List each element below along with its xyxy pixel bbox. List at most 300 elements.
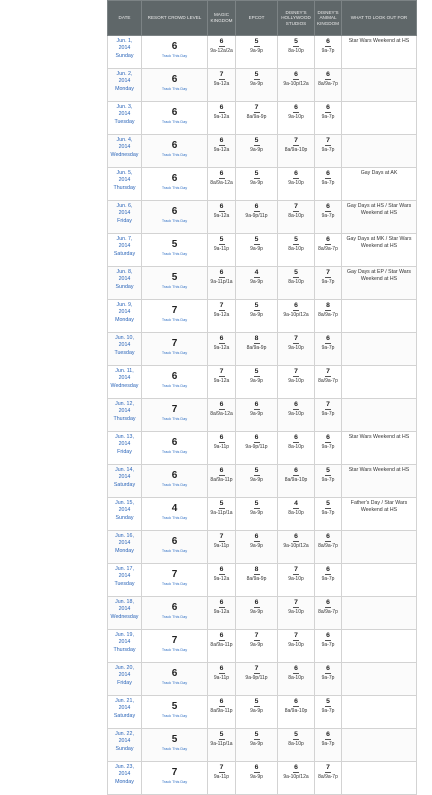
date-cell[interactable] [108, 564, 142, 597]
date-cell[interactable] [108, 432, 142, 465]
crowd-level-value: 6 [171, 173, 178, 184]
date-cell[interactable] [108, 762, 142, 795]
date-year[interactable]: 2014 [118, 210, 131, 217]
track-this-day-link[interactable]: Track This Day [161, 780, 188, 784]
date-cell[interactable] [108, 333, 142, 366]
hollywood-studios-cell [278, 597, 315, 630]
hollywood-studios-hours: 8a-10p [288, 213, 304, 219]
track-this-day-link[interactable]: Track This Day [161, 582, 188, 586]
date-cell[interactable] [108, 729, 142, 762]
date-link[interactable]: Jun. 4, [116, 137, 133, 143]
magic-kingdom-level: 7 [219, 302, 224, 309]
level-divider [254, 706, 260, 707]
epcot-level: 5 [254, 137, 259, 144]
date-link[interactable]: Jun. 22, [115, 731, 134, 737]
level-divider [293, 277, 299, 278]
epcot-hours: 9a-9p [250, 180, 263, 186]
level-divider [325, 772, 331, 773]
level-divider [254, 79, 260, 80]
date-weekday[interactable]: Saturday [113, 250, 136, 257]
date-cell[interactable] [108, 168, 142, 201]
crowd-level-cell [142, 69, 208, 102]
magic-kingdom-level: 6 [219, 401, 224, 408]
animal-kingdom-level: 6 [326, 236, 330, 243]
animal-kingdom-level: 7 [326, 401, 330, 408]
hollywood-studios-level: 5 [294, 38, 298, 45]
magic-kingdom-level: 5 [219, 731, 224, 738]
animal-kingdom-level: 7 [326, 137, 330, 144]
level-divider [325, 277, 331, 278]
date-weekday[interactable]: Wednesday [110, 613, 139, 620]
date-cell[interactable] [108, 399, 142, 432]
magic-kingdom-cell [208, 36, 236, 69]
crowd-level-cell [142, 663, 208, 696]
level-divider [254, 475, 260, 476]
animal-kingdom-level: 6 [326, 434, 330, 441]
date-weekday[interactable]: Friday [117, 448, 132, 455]
hollywood-studios-cell [278, 432, 315, 465]
track-this-day-link[interactable]: Track This Day [161, 714, 188, 718]
date-cell[interactable] [108, 102, 142, 135]
date-weekday[interactable]: Saturday [113, 481, 136, 488]
level-divider [254, 442, 260, 443]
date-year[interactable]: 2014 [118, 474, 131, 481]
animal-kingdom-cell [315, 300, 342, 333]
date-weekday[interactable]: Wednesday [110, 151, 139, 158]
date-year[interactable]: 2014 [118, 309, 131, 316]
crowd-level-cell [142, 432, 208, 465]
date-cell[interactable] [108, 300, 142, 333]
magic-kingdom-hours: 9a-12a [213, 213, 230, 219]
epcot-hours: 8a/9a-9p [246, 345, 267, 351]
hollywood-studios-level: 6 [294, 698, 298, 705]
crowd-level-cell [142, 102, 208, 135]
date-link[interactable]: Jun. 17, [115, 566, 134, 572]
magic-kingdom-cell [208, 696, 236, 729]
track-this-day-link[interactable]: Track This Day [161, 252, 188, 256]
animal-kingdom-hours: 9a-7p [321, 213, 335, 219]
crowd-level-value: 7 [171, 569, 178, 580]
date-link[interactable]: Jun. 11, [115, 368, 134, 374]
date-year[interactable]: 2014 [118, 144, 131, 151]
epcot-hours: 9a-9p/11p [245, 675, 268, 681]
animal-kingdom-cell [315, 531, 342, 564]
level-divider [293, 706, 299, 707]
track-this-day-link[interactable]: Track This Day [161, 318, 188, 322]
table-row [108, 696, 417, 729]
epcot-hours: 9a-9p [250, 279, 263, 285]
look-out-for-cell [342, 36, 417, 69]
hollywood-studios-cell [278, 762, 315, 795]
look-out-for-text: Star Wars Weekend at HS [348, 38, 410, 44]
date-year[interactable]: 2014 [118, 606, 131, 613]
date-weekday[interactable]: Friday [117, 217, 132, 224]
animal-kingdom-level: 6 [326, 731, 330, 738]
date-weekday[interactable]: Monday [115, 85, 134, 92]
level-divider [325, 508, 331, 509]
date-weekday[interactable]: Monday [115, 547, 134, 554]
date-link[interactable]: Jun. 12, [115, 401, 134, 407]
animal-kingdom-level: 6 [326, 599, 330, 606]
look-out-for-cell [342, 102, 417, 135]
magic-kingdom-cell [208, 135, 236, 168]
date-year[interactable]: 2014 [118, 771, 131, 778]
level-divider [293, 79, 299, 80]
track-this-day-link[interactable]: Track This Day [161, 483, 188, 487]
date-year[interactable]: 2014 [118, 705, 131, 712]
epcot-level: 5 [254, 236, 259, 243]
epcot-hours: 9a-9p [250, 477, 263, 483]
hollywood-studios-cell [278, 36, 315, 69]
epcot-hours: 9a-9p [250, 147, 263, 153]
date-link[interactable]: Jun. 1, [116, 38, 133, 44]
date-weekday[interactable]: Sunday [115, 283, 134, 290]
date-link[interactable]: Jun. 15, [115, 500, 134, 506]
hollywood-studios-hours: 9a-10p/12a [283, 81, 309, 87]
date-year[interactable]: 2014 [118, 78, 131, 85]
date-link[interactable]: Jun. 23, [115, 764, 134, 770]
date-year[interactable]: 2014 [118, 540, 131, 547]
level-divider [219, 178, 225, 179]
date-link[interactable]: Jun. 13, [115, 434, 134, 440]
magic-kingdom-hours: 8a/9a-11p [210, 708, 233, 714]
date-link[interactable]: Jun. 10, [115, 335, 134, 341]
crowd-level-cell [142, 267, 208, 300]
epcot-cell [236, 168, 278, 201]
crowd-level-value: 7 [171, 767, 178, 778]
level-divider [254, 244, 260, 245]
hollywood-studios-level: 7 [294, 203, 298, 210]
track-this-day-link[interactable]: Track This Day [161, 87, 188, 91]
date-weekday[interactable]: Tuesday [114, 118, 135, 125]
hollywood-studios-level: 6 [294, 467, 298, 474]
crowd-level-value: 6 [171, 536, 178, 547]
date-weekday[interactable]: Monday [115, 778, 134, 785]
magic-kingdom-cell [208, 597, 236, 630]
table-row [108, 762, 417, 795]
date-year[interactable]: 2014 [118, 672, 131, 679]
crowd-calendar [107, 0, 416, 795]
epcot-cell [236, 234, 278, 267]
date-cell[interactable] [108, 696, 142, 729]
date-year[interactable]: 2014 [118, 507, 131, 514]
date-link[interactable]: Jun. 9, [116, 302, 133, 308]
track-this-day-link[interactable]: Track This Day [161, 153, 188, 157]
date-year[interactable]: 2014 [118, 738, 131, 745]
look-out-for-cell [342, 399, 417, 432]
magic-kingdom-hours: 9a-11p [213, 774, 230, 780]
animal-kingdom-hours: 9a-7p [321, 642, 335, 648]
date-link[interactable]: Jun. 18, [115, 599, 134, 605]
track-this-day-link[interactable]: Track This Day [161, 219, 188, 223]
level-divider [254, 739, 260, 740]
date-cell[interactable] [108, 234, 142, 267]
hollywood-studios-hours: 8a/9a-10p [284, 477, 308, 483]
magic-kingdom-cell [208, 201, 236, 234]
animal-kingdom-level: 6 [326, 104, 330, 111]
header-epcot: EPCOT [236, 1, 278, 36]
date-cell[interactable] [108, 597, 142, 630]
table-header-row [108, 1, 417, 36]
magic-kingdom-hours: 9a-12a [213, 576, 230, 582]
magic-kingdom-level: 6 [219, 104, 224, 111]
level-divider [219, 46, 225, 47]
track-this-day-link[interactable]: Track This Day [161, 648, 188, 652]
animal-kingdom-cell [315, 663, 342, 696]
track-this-day-link[interactable]: Track This Day [161, 417, 188, 421]
track-this-day-link[interactable]: Track This Day [161, 615, 188, 619]
hollywood-studios-cell [278, 696, 315, 729]
animal-kingdom-level: 7 [326, 368, 330, 375]
date-link[interactable]: Jun. 8, [116, 269, 133, 275]
date-year[interactable]: 2014 [118, 177, 131, 184]
animal-kingdom-level: 6 [326, 170, 330, 177]
date-weekday[interactable]: Sunday [115, 745, 134, 752]
level-divider [219, 475, 225, 476]
date-link[interactable]: Jun. 7, [116, 236, 133, 242]
date-weekday[interactable]: Tuesday [114, 580, 135, 587]
date-cell[interactable] [108, 465, 142, 498]
date-year[interactable]: 2014 [118, 45, 131, 52]
hollywood-studios-hours: 9a-10p [288, 114, 304, 120]
track-this-day-link[interactable]: Track This Day [161, 285, 188, 289]
hollywood-studios-level: 6 [294, 170, 298, 177]
date-year[interactable]: 2014 [118, 342, 131, 349]
date-link[interactable]: Jun. 3, [116, 104, 133, 110]
crowd-level-cell [142, 465, 208, 498]
level-divider [219, 607, 225, 608]
date-year[interactable]: 2014 [118, 441, 131, 448]
level-divider [293, 574, 299, 575]
level-divider [219, 79, 225, 80]
animal-kingdom-hours: 8a/9a-7p [318, 246, 338, 252]
animal-kingdom-level: 5 [326, 467, 330, 474]
animal-kingdom-hours: 9a-7p [321, 147, 335, 153]
epcot-hours: 9a-9p [250, 774, 263, 780]
animal-kingdom-hours: 9a-7p [321, 345, 335, 351]
magic-kingdom-cell [208, 432, 236, 465]
level-divider [325, 739, 331, 740]
track-this-day-link[interactable]: Track This Day [161, 450, 188, 454]
hollywood-studios-cell [278, 663, 315, 696]
hollywood-studios-hours: 8a-10p [288, 444, 304, 450]
date-weekday[interactable]: Thursday [113, 184, 136, 191]
hollywood-studios-cell [278, 531, 315, 564]
epcot-cell [236, 366, 278, 399]
animal-kingdom-level: 6 [326, 566, 330, 573]
animal-kingdom-cell [315, 564, 342, 597]
magic-kingdom-hours: 8a/9a-11p [210, 642, 233, 648]
level-divider [254, 112, 260, 113]
level-divider [219, 706, 225, 707]
level-divider [293, 46, 299, 47]
date-cell[interactable] [108, 498, 142, 531]
hollywood-studios-cell [278, 498, 315, 531]
crowd-level-value: 7 [171, 404, 178, 415]
magic-kingdom-hours: 9a-12a [213, 345, 230, 351]
date-link[interactable]: Jun. 20, [115, 665, 134, 671]
magic-kingdom-cell [208, 333, 236, 366]
track-this-day-link[interactable]: Track This Day [161, 549, 188, 553]
level-divider [254, 673, 260, 674]
hollywood-studios-hours: 9a-10p/12a [283, 543, 309, 549]
level-divider [293, 607, 299, 608]
animal-kingdom-cell [315, 762, 342, 795]
date-link[interactable]: Jun. 21, [115, 698, 134, 704]
level-divider [254, 310, 260, 311]
crowd-level-value: 6 [171, 41, 178, 52]
magic-kingdom-level: 6 [219, 632, 224, 639]
crowd-level-cell [142, 762, 208, 795]
hollywood-studios-cell [278, 300, 315, 333]
epcot-level: 5 [254, 500, 259, 507]
crowd-level-cell [142, 234, 208, 267]
epcot-cell [236, 432, 278, 465]
level-divider [219, 541, 225, 542]
level-divider [293, 541, 299, 542]
track-this-day-link[interactable]: Track This Day [161, 747, 188, 751]
level-divider [293, 376, 299, 377]
magic-kingdom-level: 6 [219, 566, 224, 573]
hollywood-studios-level: 6 [294, 533, 298, 540]
date-weekday[interactable]: Thursday [113, 646, 136, 653]
hollywood-studios-level: 6 [294, 302, 298, 309]
header-magic-kingdom: MAGIC KINGDOM [208, 1, 236, 36]
hollywood-studios-level: 7 [294, 632, 298, 639]
date-link[interactable]: Jun. 16, [115, 533, 134, 539]
magic-kingdom-level: 6 [219, 467, 224, 474]
date-cell[interactable] [108, 36, 142, 69]
date-year[interactable]: 2014 [118, 408, 131, 415]
magic-kingdom-hours: 9a-12a [213, 81, 230, 87]
date-year[interactable]: 2014 [118, 573, 131, 580]
animal-kingdom-cell [315, 36, 342, 69]
table-row [108, 135, 417, 168]
hollywood-studios-level: 5 [294, 269, 298, 276]
date-weekday[interactable]: Sunday [115, 52, 134, 59]
level-divider [325, 541, 331, 542]
date-cell[interactable] [108, 69, 142, 102]
magic-kingdom-hours: 9a-11p [213, 444, 230, 450]
level-divider [293, 409, 299, 410]
date-weekday[interactable]: Tuesday [114, 349, 135, 356]
look-out-for-text: Gay Days at EP / Star Wars Weekend at HS [347, 269, 411, 283]
crowd-level-cell [142, 630, 208, 663]
hollywood-studios-cell [278, 267, 315, 300]
date-year[interactable]: 2014 [118, 243, 131, 250]
epcot-hours: 9a-9p [250, 378, 263, 384]
level-divider [325, 673, 331, 674]
date-link[interactable]: Jun. 6, [116, 203, 133, 209]
track-this-day-link[interactable]: Track This Day [161, 54, 188, 58]
crowd-level-cell [142, 135, 208, 168]
hollywood-studios-hours: 8a-10p [288, 246, 304, 252]
track-this-day-link[interactable]: Track This Day [161, 186, 188, 190]
date-cell[interactable] [108, 630, 142, 663]
date-weekday[interactable]: Saturday [113, 712, 136, 719]
level-divider [325, 244, 331, 245]
date-year[interactable]: 2014 [118, 375, 131, 382]
look-out-for-cell [342, 69, 417, 102]
table-row [108, 630, 417, 663]
hollywood-studios-hours: 8a-10p [288, 510, 304, 516]
level-divider [254, 409, 260, 410]
crowd-level-value: 5 [171, 734, 178, 745]
date-link[interactable]: Jun. 19, [115, 632, 134, 638]
track-this-day-link[interactable]: Track This Day [161, 516, 188, 520]
level-divider [219, 739, 225, 740]
date-weekday[interactable]: Thursday [113, 415, 136, 422]
hollywood-studios-hours: 9a-10p [288, 609, 304, 615]
level-divider [293, 640, 299, 641]
look-out-for-cell [342, 234, 417, 267]
date-year[interactable]: 2014 [118, 639, 131, 646]
look-out-for-cell [342, 135, 417, 168]
level-divider [254, 145, 260, 146]
crowd-level-cell [142, 564, 208, 597]
epcot-cell [236, 465, 278, 498]
epcot-cell [236, 597, 278, 630]
track-this-day-link[interactable]: Track This Day [161, 351, 188, 355]
date-cell[interactable] [108, 201, 142, 234]
magic-kingdom-level: 5 [219, 500, 224, 507]
date-link[interactable]: Jun. 2, [116, 71, 133, 77]
look-out-for-cell [342, 630, 417, 663]
look-out-for-cell [342, 267, 417, 300]
epcot-hours: 9a-9p [250, 48, 263, 54]
date-link[interactable]: Jun. 5, [116, 170, 133, 176]
date-link[interactable]: Jun. 14, [115, 467, 134, 473]
level-divider [219, 772, 225, 773]
track-this-day-link[interactable]: Track This Day [161, 384, 188, 388]
date-year[interactable]: 2014 [118, 276, 131, 283]
epcot-level: 8 [254, 566, 259, 573]
crowd-level-value: 6 [171, 470, 178, 481]
level-divider [325, 343, 331, 344]
crowd-level-cell [142, 399, 208, 432]
epcot-cell [236, 498, 278, 531]
date-weekday[interactable]: Wednesday [110, 382, 139, 389]
date-cell[interactable] [108, 531, 142, 564]
track-this-day-link[interactable]: Track This Day [161, 120, 188, 124]
look-out-for-cell [342, 333, 417, 366]
level-divider [219, 310, 225, 311]
date-cell[interactable] [108, 366, 142, 399]
level-divider [325, 409, 331, 410]
date-weekday[interactable]: Monday [115, 316, 134, 323]
magic-kingdom-cell [208, 564, 236, 597]
table-row [108, 432, 417, 465]
date-cell[interactable] [108, 267, 142, 300]
track-this-day-link[interactable]: Track This Day [161, 681, 188, 685]
date-weekday[interactable]: Friday [117, 679, 132, 686]
magic-kingdom-level: 7 [219, 764, 224, 771]
date-year[interactable]: 2014 [118, 111, 131, 118]
crowd-level-value: 5 [171, 272, 178, 283]
epcot-cell [236, 729, 278, 762]
date-cell[interactable] [108, 663, 142, 696]
date-weekday[interactable]: Sunday [115, 514, 134, 521]
level-divider [293, 343, 299, 344]
level-divider [325, 607, 331, 608]
crowd-level-value: 6 [171, 140, 178, 151]
magic-kingdom-level: 5 [219, 236, 224, 243]
level-divider [325, 178, 331, 179]
epcot-hours: 8a/9a-9p [246, 114, 267, 120]
crowd-level-value: 5 [171, 701, 178, 712]
date-cell[interactable] [108, 135, 142, 168]
crowd-level-value: 7 [171, 338, 178, 349]
